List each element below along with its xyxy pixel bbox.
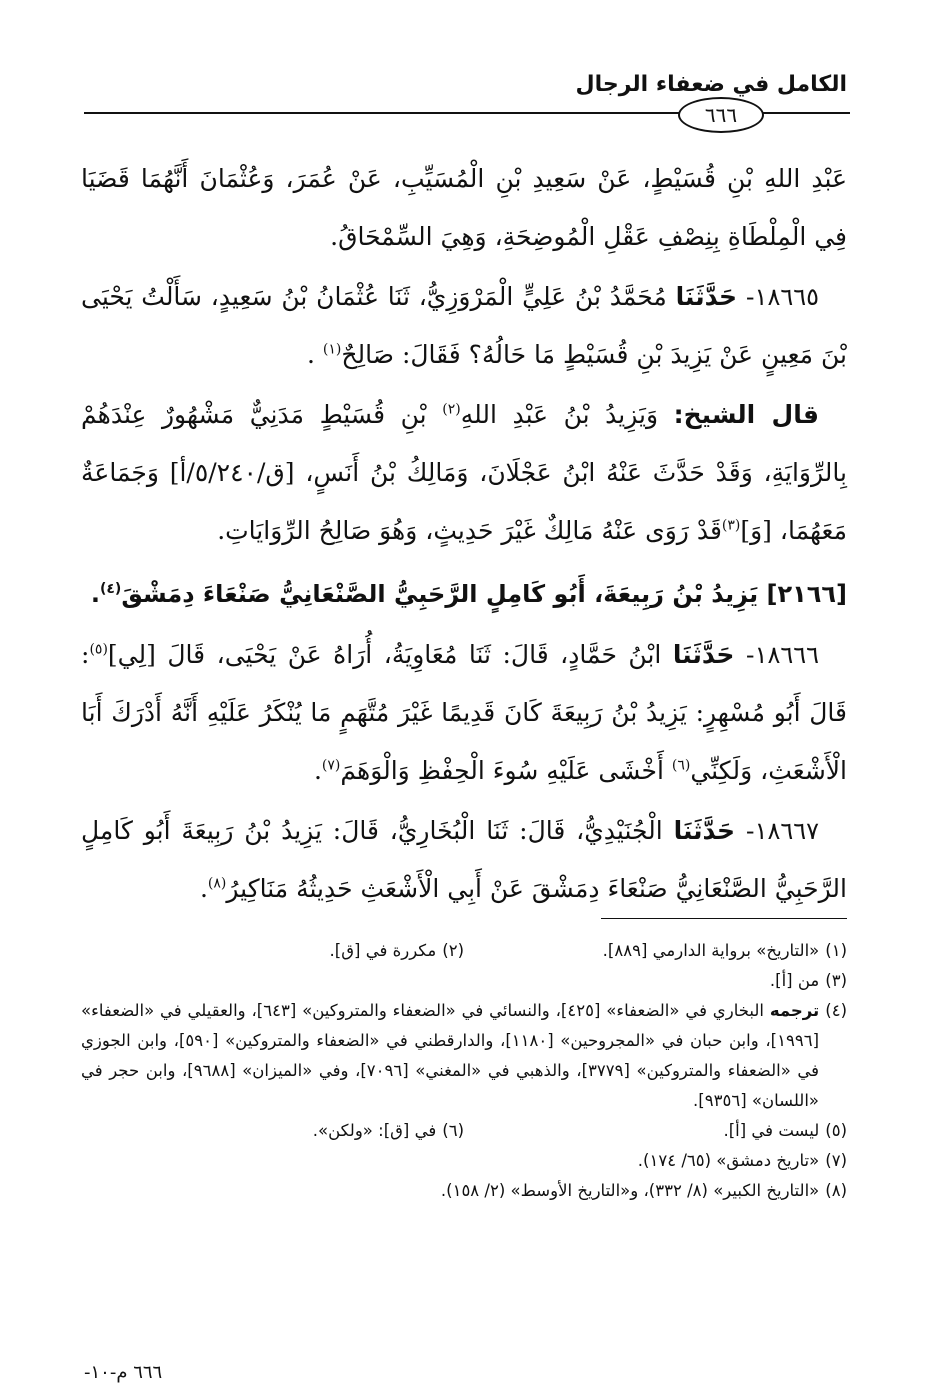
footnote-text: «التاريخ» برواية الدارمي [٨٨٩].	[602, 941, 820, 960]
footnote-number: (٧)	[825, 1151, 847, 1170]
footnote-row	[81, 936, 847, 966]
footnote-ref: (٤)	[99, 581, 122, 597]
footnote-ref: (٦)	[671, 757, 691, 774]
sheikh-text: بْنِ قُسَيْطٍ مَدَنِيٌّ مَشْهُورٌ عِنْدَهُمْ بِالرِّوَايَةِ، وَقَدْ حَدَّثَ عَنْهُ ابْنُ عَجْلَانَ، وَمَالِكُ بْنُ أَنَسٍ،	[81, 400, 847, 487]
footnote-row	[81, 1116, 847, 1146]
hadith-text: ابْنُ حَمَّادٍ، قَالَ: ثَنَا مُعَاوِيَةُ، أُرَاهُ عَنْ يَحْيَى، قَالَ [لِي]	[107, 640, 662, 669]
hadith-text-end: .	[307, 340, 315, 369]
footnote-ref: (١)	[322, 341, 342, 358]
footnote-3	[81, 966, 847, 996]
footnote-ref: (٢)	[442, 401, 461, 418]
hadith-18667	[81, 802, 847, 918]
manuscript-ref: [ق/٥/٢٤٠/أ]	[169, 458, 295, 487]
hadith-text: أَخْشَى عَلَيْهِ سُوءَ الْحِفْظِ وَالْوَهَمَ	[340, 756, 664, 785]
entry-number: [٢١٦٦]	[766, 580, 847, 608]
hadith-number: ١٨٦٦٧-	[745, 817, 820, 845]
hadith-number: ١٨٦٦٥-	[745, 283, 819, 311]
sheikh-comment	[81, 386, 847, 560]
hadith-18666	[81, 626, 847, 800]
footnote-8	[81, 1176, 847, 1206]
page-number-badge: ٦٦٦	[678, 97, 764, 133]
hadith-keyword: حَدَّثَنَا	[672, 640, 735, 669]
footnote-number: (٤)	[825, 1001, 847, 1020]
hadith-text: : قَالَ أَبُو مُسْهِرٍ: يَزِيدُ بْنُ رَبِيعَةَ كَانَ قَدِيمًا غَيْرَ مُتَّهَمٍ مَا يُنْكَرُ عَلَيْهِ أَنَّهُ أَدْرَكَ أَبَا الْأَشْعَثِ، وَلَكِنِّي	[81, 640, 847, 785]
hadith-text-end: .	[199, 874, 208, 903]
hadith-keyword: حَدَّثَنَا	[675, 282, 738, 311]
entry-end: .	[90, 580, 100, 608]
hadith-text: الْجُنَيْدِيُّ، قَالَ: ثَنَا الْبُخَارِيُّ، قَالَ: يَزِيدُ بْنُ رَبِيعَةَ أَبُو كَامِلٍ الرَّحَبِيُّ الصَّنْعَانِيُّ صَنْعَاءَ دِمَشْقَ عَنْ أَبِي الْأَشْعَثِ حَدِيثُهُ مَنَاكِيرُ	[81, 816, 847, 903]
footnote-ref: (٨)	[207, 875, 227, 892]
entry-heading-2166	[81, 564, 847, 624]
footnote-text: ليست في [أ].	[723, 1121, 820, 1140]
footnote-bold-word: ترجمه	[769, 1001, 820, 1020]
hadith-18665	[81, 268, 847, 384]
footnote-6	[81, 1116, 464, 1146]
footnote-4	[81, 996, 847, 1116]
entry-name: يَزِيدُ بْنُ رَبِيعَةَ، أَبُو كَامِلٍ الرَّحَبِيُّ الصَّنْعَانِيُّ صَنْعَاءَ دِمَشْقَ	[121, 580, 759, 608]
footnote-7	[81, 1146, 847, 1176]
footnote-2	[81, 936, 464, 966]
footnote-5	[464, 1116, 847, 1146]
footnote-text: «تاريخ دمشق» (٦٥/ ١٧٤).	[637, 1151, 820, 1170]
footnote-text: مكررة في [ق].	[329, 941, 437, 960]
footnote-ref: (٧)	[321, 757, 341, 774]
footnote-ref: (٣)	[721, 517, 741, 534]
footnote-number: (٦)	[442, 1121, 464, 1140]
hadith-text: مُحَمَّدُ بْنُ عَلِيٍّ الْمَرْوَزِيُّ، ثَنَا عُثْمَانُ بْنُ سَعِيدٍ، سَأَلْتُ يَحْيَى بْنَ مَعِينٍ عَنْ يَزِيدَ بْنِ قُسَيْطٍ مَا حَالُهُ؟ فَقَالَ: صَالِحٌ	[81, 282, 847, 369]
sheikh-text: وَيَزِيدُ بْنُ عَبْدِ اللهِ	[460, 400, 659, 429]
footnotes	[81, 936, 847, 1206]
footnote-separator	[601, 918, 847, 919]
hadith-text-end: .	[313, 756, 322, 785]
footnote-1	[464, 936, 847, 966]
hadith-keyword: حَدَّثَنَا	[673, 816, 736, 845]
footnote-number: (٥)	[825, 1121, 847, 1140]
footnote-text: «التاريخ الكبير» (٨/ ٣٣٢)، و«التاريخ الأوسط» (٢/ ١٥٨).	[440, 1181, 820, 1200]
paragraph-continuation: عَبْدِ اللهِ بْنِ قُسَيْطٍ، عَنْ سَعِيدِ بْنِ الْمُسَيِّبِ، عَنْ عُمَرَ، وَعُثْمَانَ أَنَّهُمَا قَضَيَا فِي الْمِلْطَاةِ بِنِصْفِ عَقْلِ الْمُوضِحَةِ، وَهِيَ السِّمْحَاقُ.	[81, 164, 847, 251]
sheikh-text: وَجَمَاعَةٌ مَعَهُمَا، [وَ]	[81, 458, 847, 545]
footnote-text: في [ق]: «ولكن».	[312, 1121, 437, 1140]
footnote-text: البخاري في «الضعفاء» [٤٢٥]، والنسائي في «الضعفاء والمتروكين» [٦٤٣]، والعقيلي في «الضعفاء» [١٩٩٦]، وابن حبان في «المجروحين» [١١٨٠]، والدارقطني في «الضعفاء والمتروكين» [٥٩٠]، وابن الجوزي في «الضعفاء والمتروكين» [٣٧٧٩]، والذهبي في «المغني» [٧٠٩٦]، وفي «الميزان» [٩٦٨٨]، وابن حجر في «اللسان» [٩٣٥٦].	[81, 1001, 819, 1110]
sheikh-keyword: قال الشيخ:	[673, 400, 819, 429]
footnote-number: (٨)	[825, 1181, 847, 1200]
footnote-text: من [أ].	[769, 971, 820, 990]
footnote-number: (٢)	[442, 941, 464, 960]
main-text	[81, 150, 847, 918]
signature-mark: ٦٦٦ م-١٠-	[84, 1362, 163, 1383]
footnote-number: (٣)	[825, 971, 847, 990]
hadith-number: ١٨٦٦٦-	[745, 641, 820, 669]
footnote-ref: (٥)	[89, 641, 108, 658]
footnote-number: (١)	[825, 941, 847, 960]
sheikh-text: قَدْ رَوَى عَنْهُ مَالِكٌ غَيْرَ حَدِيثٍ، وَهُوَ صَالِحُ الرِّوَايَاتِ.	[217, 516, 722, 545]
running-head-title: الكامل في ضعفاء الرجال	[575, 72, 847, 97]
